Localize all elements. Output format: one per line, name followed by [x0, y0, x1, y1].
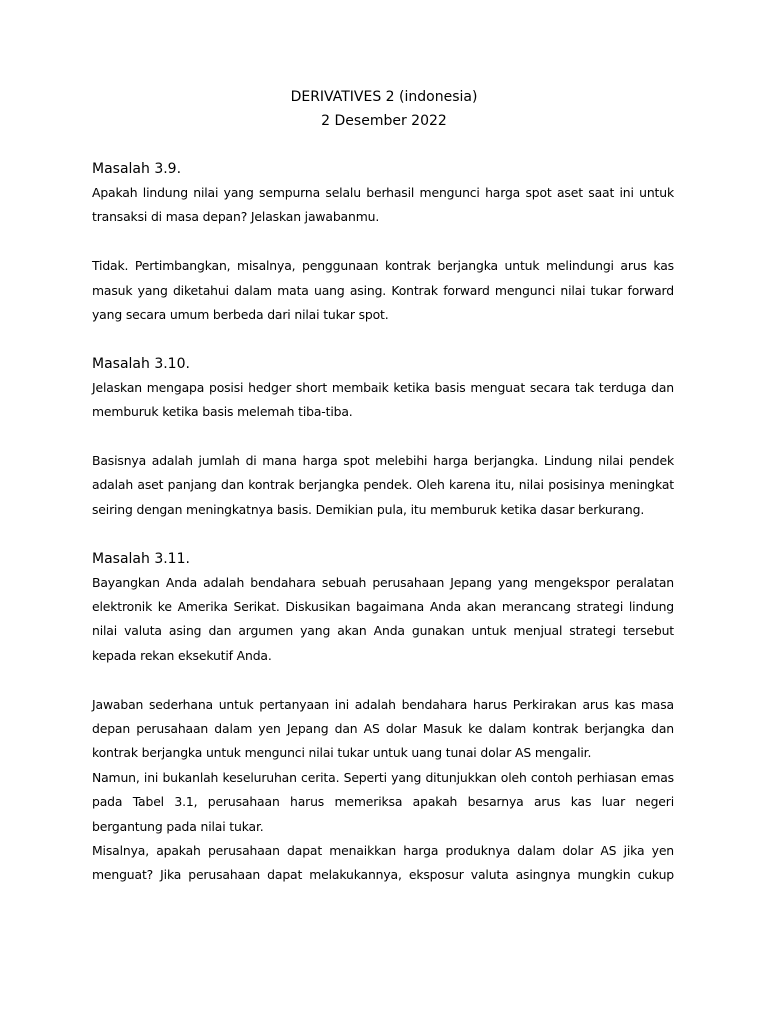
- section-spacer: [92, 522, 674, 546]
- problem-answer-3-9: Tidak. Pertimbangkan, misalnya, penggunaan kontrak berjangka untuk melindungi arus kas masuk yang diketahui dalam mata uang asing. Kontrak forward mengunci nilai tukar forward yang secara umum berbeda dari nilai tukar spot.: [92, 258, 674, 323]
- problem-question-3-9: Apakah lindung nilai yang sempurna selalu berhasil mengunci harga spot aset saat ini untuk transaksi di masa depan? Jelaskan jawabanmu.: [92, 185, 674, 225]
- problem-question-3-10-line-2: memburuk ketika basis melemah tiba-tiba.: [92, 404, 353, 420]
- problem-answer-3-11-paragraph-2: Namun, ini bukanlah keseluruhan cerita. Seperti yang ditunjukkan oleh contoh perhiasan emas pada Tabel 3.1, perusahaan harus memeriksa apakah besarnya arus kas luar negeri bergantung pada nilai tukar.: [92, 769, 674, 834]
- document-title: DERIVATIVES 2 (indonesia): [290, 89, 478, 105]
- problem-question-3-11: Bayangkan Anda adalah bendahara sebuah perusahaan Jepang yang mengekspor peralatan elektronik ke Amerika Serikat. Diskusikan bagaimana Anda akan merancang strategi lindung nilai valuta asing dan argumen yang akan Anda gunakan untuk menjual strategi tersebut kepada rekan eksekutif Anda.: [92, 574, 674, 663]
- problem-title-3-10: Masalah 3.10.: [92, 355, 190, 372]
- problem-answer-3-11-paragraph-1: Jawaban sederhana untuk pertanyaan ini adalah bendahara harus Perkirakan arus kas masa depan perusahaan dalam yen Jepang dan AS dolar Masuk ke dalam kontrak berjangka dan kontrak berjangka untuk mengunci nilai tukar untuk uang tunai dolar AS mengalir.: [92, 696, 674, 761]
- problem-title-3-9: Masalah 3.9.: [92, 161, 182, 177]
- paragraph-spacer: [92, 425, 674, 449]
- paragraph-spacer: [92, 230, 674, 254]
- document-body: [92, 157, 674, 888]
- document-date: 2 Desember 2022: [321, 113, 447, 129]
- paragraph-spacer: [92, 668, 674, 692]
- problem-title-3-11: Masalah 3.11.: [92, 550, 190, 567]
- problem-question-3-10-line-1: Jelaskan mengapa posisi hedger short membaik ketika basis menguat secara tak terduga dan: [92, 379, 674, 395]
- section-spacer: [92, 327, 674, 351]
- problem-answer-3-10: Basisnya adalah jumlah di mana harga spot melebihi harga berjangka. Lindung nilai pendek adalah aset panjang dan kontrak berjangka pendek. Oleh karena itu, nilai posisinya meningkat seiring dengan meningkatnya basis. Demikian pula, itu memburuk ketika dasar berkurang.: [92, 453, 674, 517]
- problem-answer-3-11-paragraph-3: Misalnya, apakah perusahaan dapat menaikkan harga produknya dalam dolar AS jika yen menguat? Jika perusahaan dapat melakukannya, eksposur valuta asingnya mungkin cukup: [92, 843, 674, 883]
